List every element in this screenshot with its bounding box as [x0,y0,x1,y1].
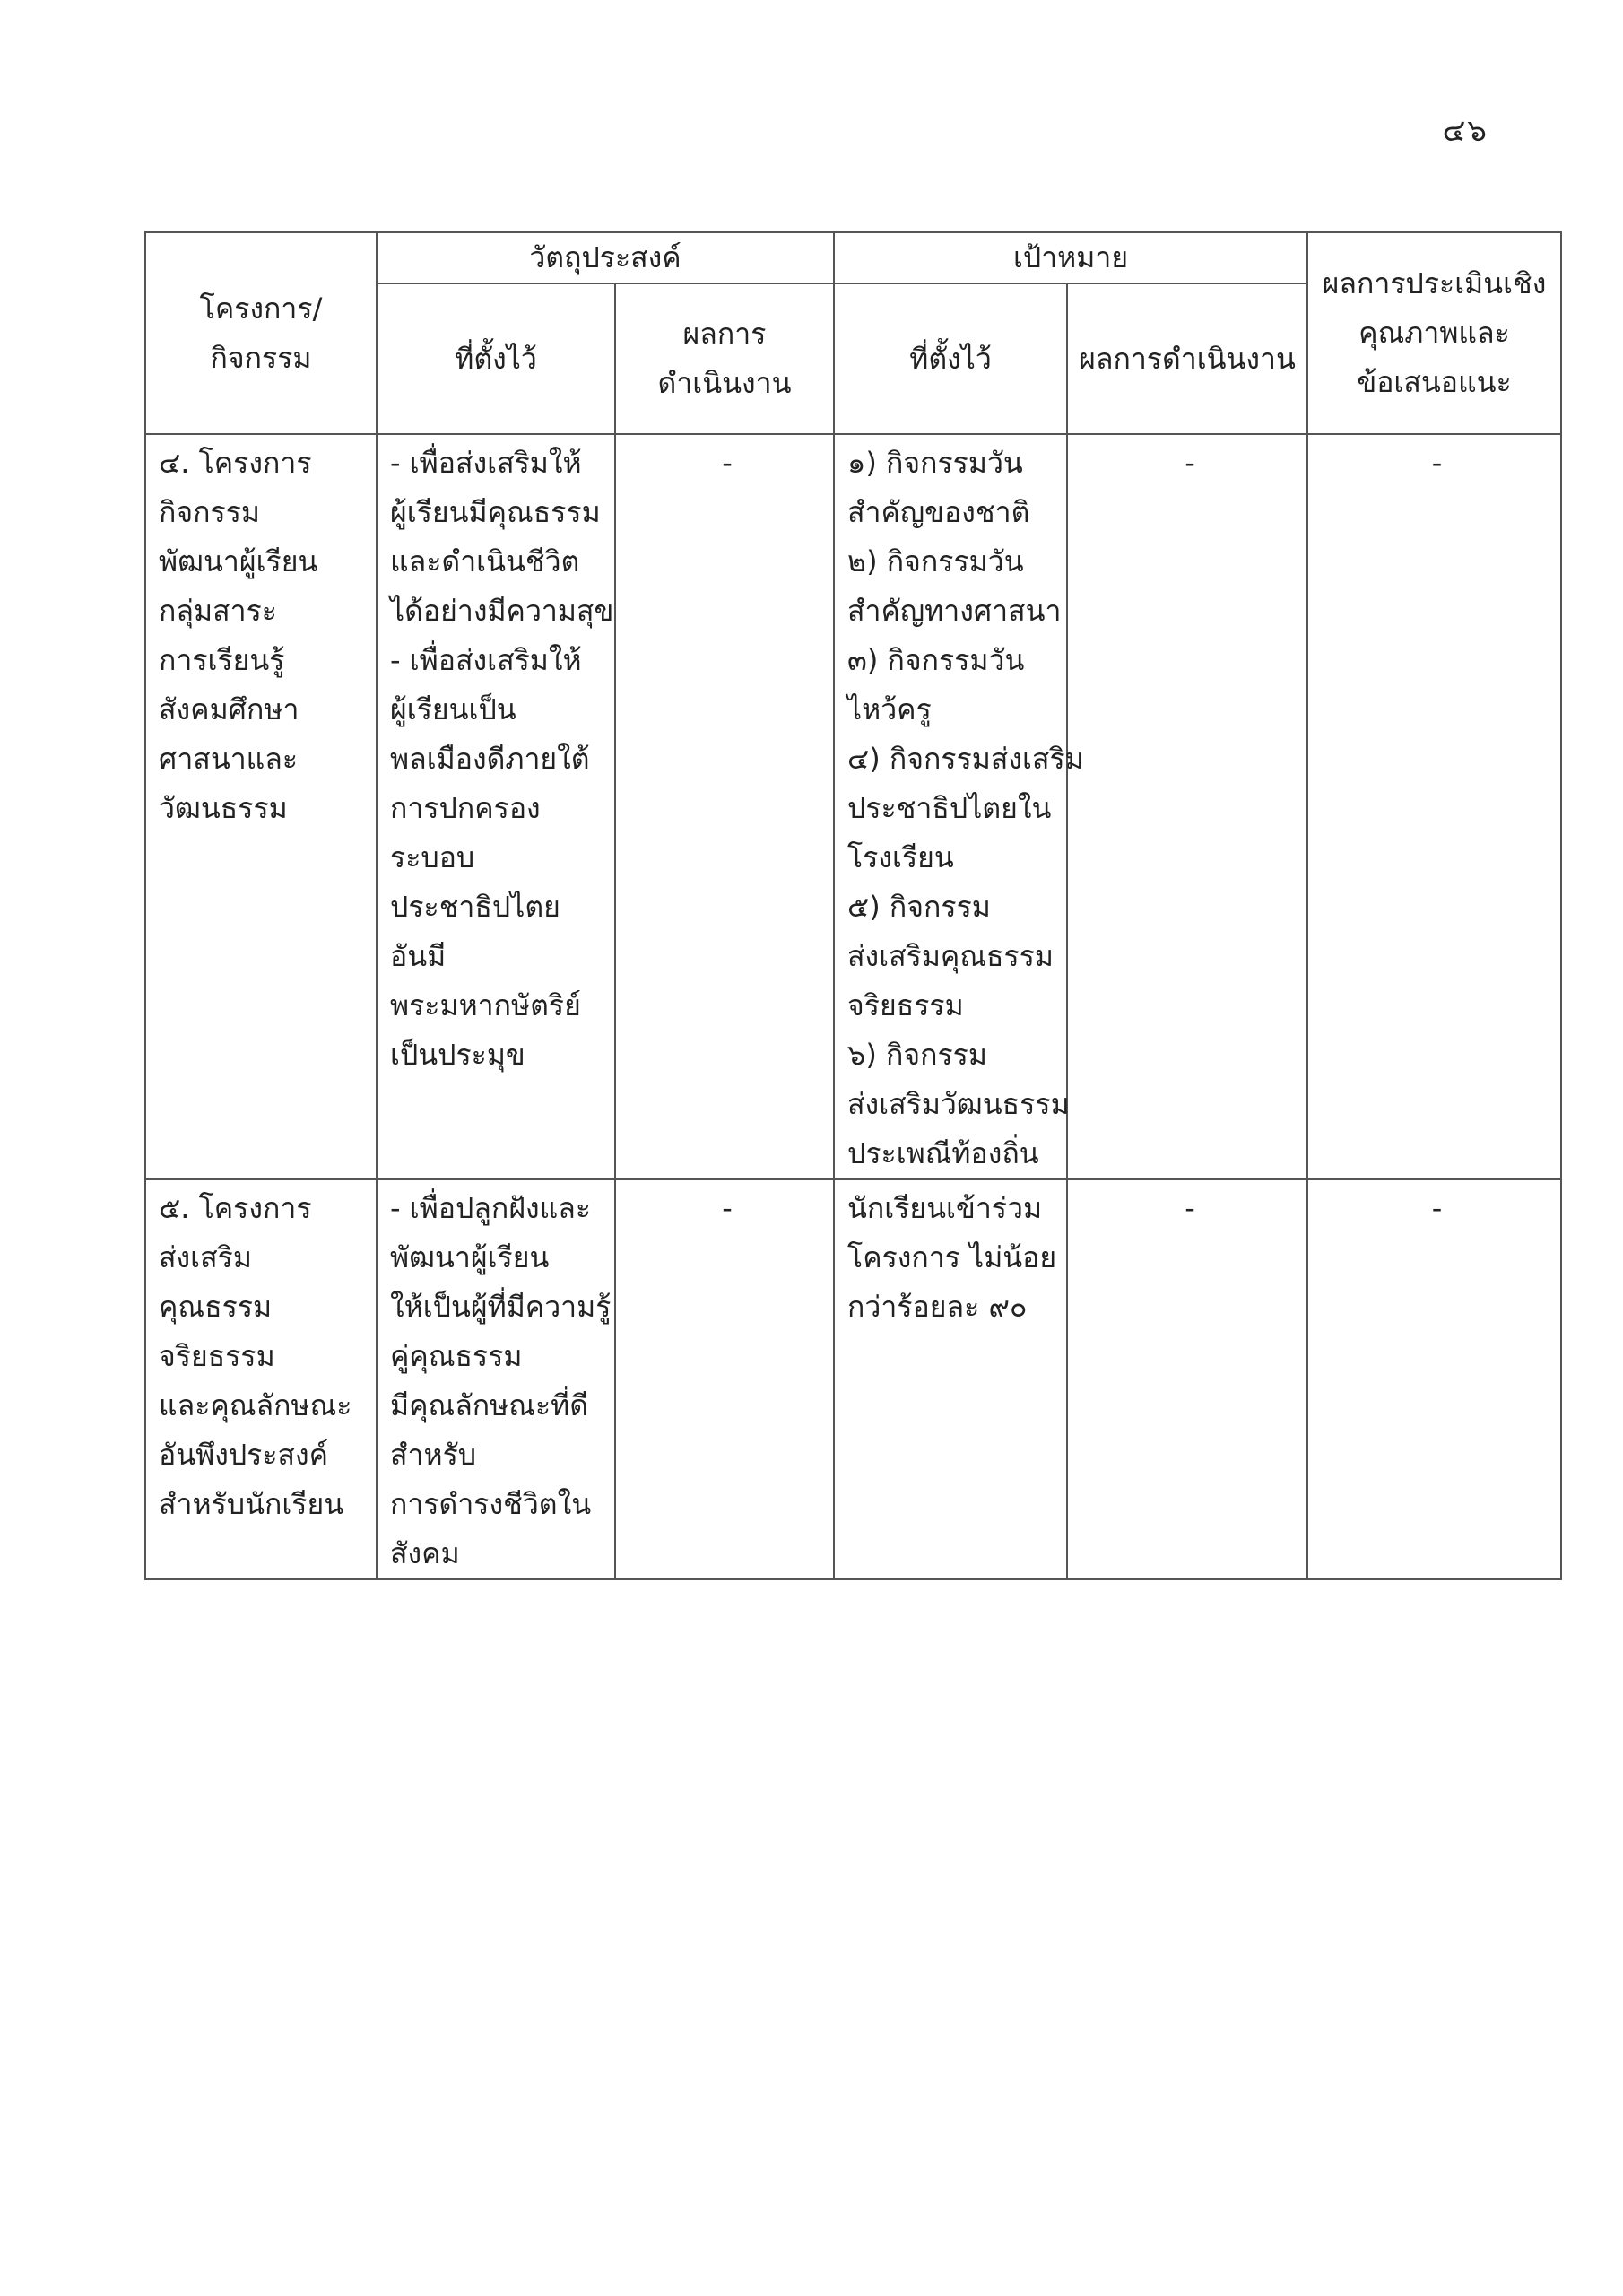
table-row [145,434,1561,1179]
header-project [145,232,377,434]
row-objective-result-cell: - [615,434,834,1179]
text-line: ระบอบ [390,840,475,874]
header-target-set: ที่ตั้งไว้ [834,283,1067,434]
row-target-set-cell [834,1179,1067,1579]
table-row [145,1179,1561,1579]
row-target-result-cell: - [1067,434,1307,1179]
header-evaluation-lines [1314,259,1555,407]
row-objective-set-lines [390,1184,612,1578]
text-line: สำหรับ [390,1438,477,1472]
text-line: ให้เป็นผู้ที่มีความรู้ [390,1290,612,1324]
header-objective-result-lines [621,309,828,408]
project-evaluation-table [144,231,1562,1580]
text-line: ได้อย่างมีความสุข [390,594,614,628]
text-line: ๔) กิจกรรมส่งเสริม [847,742,1084,776]
text-line: วัฒนธรรม [159,791,288,825]
text-line: สำคัญทางศาสนา [847,594,1062,628]
text-line: พระมหากษัตริย์ [390,988,581,1022]
text-line: ผู้เรียนเป็น [390,692,516,726]
text-line: สำหรับนักเรียน [159,1487,344,1521]
header-objective-set: ที่ตั้งไว้ [377,283,615,434]
text-line: โครงการ/ [199,291,323,326]
text-line: จริยธรรม [159,1339,275,1373]
text-line: สังคม [390,1536,460,1570]
header-evaluation [1307,232,1561,434]
row-objective-set-lines [390,439,614,1080]
text-line: พัฒนาผู้เรียน [390,1240,550,1274]
header-objective-result [615,283,834,434]
header-project-lines [152,284,370,383]
text-line: จริยธรรม [847,988,964,1022]
text-line: ไหว้ครู [847,692,932,726]
text-line: และคุณลักษณะ [159,1388,352,1422]
row-target-result-cell: - [1067,1179,1307,1579]
row-project-lines [159,1184,369,1529]
text-line: ประชาธิปไตยใน [847,791,1052,825]
text-line: การปกครอง [390,791,541,825]
text-line: ๕. โครงการ [159,1191,312,1225]
text-line: โรงเรียน [847,840,954,874]
text-line: พลเมืองดีภายใต้ [390,742,590,776]
text-line: การดำรงชีวิตใน [390,1487,592,1521]
text-line: โครงการ ไม่น้อย [847,1240,1057,1274]
text-line: สังคมศึกษา [159,692,299,726]
row-target-set-cell [834,434,1084,1179]
text-line: - เพื่อปลูกฝังและ [390,1191,592,1225]
text-line: มีคุณลักษณะที่ดี [390,1388,589,1422]
text-line: อันพึงประสงค์ [159,1438,329,1472]
row-project-cell [145,1179,377,1579]
text-line: เป็นประมุข [390,1038,525,1072]
text-line: ข้อเสนอแนะ [1357,365,1512,399]
text-line: ส่งเสริม [159,1240,252,1274]
text-line: พัฒนาผู้เรียน [159,544,318,578]
text-line: และดำเนินชีวิต [390,544,580,578]
text-line: ๕) กิจกรรม [847,890,991,924]
row-objective-set-cell [377,434,615,1179]
text-line: ๔. โครงการ [159,446,312,480]
row-objective-set-cell [377,1179,615,1579]
text-line: ส่งเสริมวัฒนธรรม [847,1087,1070,1121]
row-objective-result-cell: - [615,1179,834,1579]
text-line: คุณธรรม [159,1290,273,1324]
text-line: สำคัญของชาติ [847,495,1030,529]
text-line: ๒) กิจกรรมวัน [847,544,1024,578]
text-line: ดำเนินงาน [657,366,792,400]
text-line: ผลการ [682,317,767,351]
header-target-result: ผลการดำเนินงาน [1067,283,1307,434]
table-body [145,434,1561,1579]
row-evaluation-cell: - [1307,434,1561,1179]
text-line: คุณภาพและ [1358,316,1510,350]
text-line: ประเพณีท้องถิ่น [847,1136,1039,1170]
text-line: - เพื่อส่งเสริมให้ [390,643,582,677]
text-line: - เพื่อส่งเสริมให้ [390,446,582,480]
text-line: ๓) กิจกรรมวัน [847,643,1025,677]
text-line: กว่าร้อยละ ๙๐ [847,1290,1028,1324]
text-line: ศาสนาและ [159,742,299,776]
text-line: ส่งเสริมคุณธรรม [847,939,1054,973]
text-line: กลุ่มสาระ [159,594,277,628]
text-line: นักเรียนเข้าร่วม [847,1191,1043,1225]
text-line: กิจกรรม [210,340,312,375]
text-line: คู่คุณธรรม [390,1339,523,1373]
page-number: ๔๖ [1442,113,1488,149]
header-objective: วัตถุประสงค์ [377,232,834,283]
text-line: กิจกรรม [159,495,260,529]
text-line: ๖) กิจกรรม [847,1038,987,1072]
table-header [145,232,1561,434]
text-line: ผู้เรียนมีคุณธรรม [390,495,601,529]
header-target: เป้าหมาย [834,232,1307,283]
row-evaluation-cell: - [1307,1179,1561,1579]
text-line: อันมี [390,939,447,973]
row-target-set-lines [847,439,1084,1178]
row-project-cell [145,434,377,1179]
text-line: ผลการประเมินเชิง [1322,266,1547,300]
text-line: การเรียนรู้ [159,643,285,677]
row-project-lines [159,439,369,833]
row-target-set-lines [847,1184,1059,1332]
text-line: ๑) กิจกรรมวัน [847,446,1023,480]
text-line: ประชาธิปไตย [390,890,560,924]
